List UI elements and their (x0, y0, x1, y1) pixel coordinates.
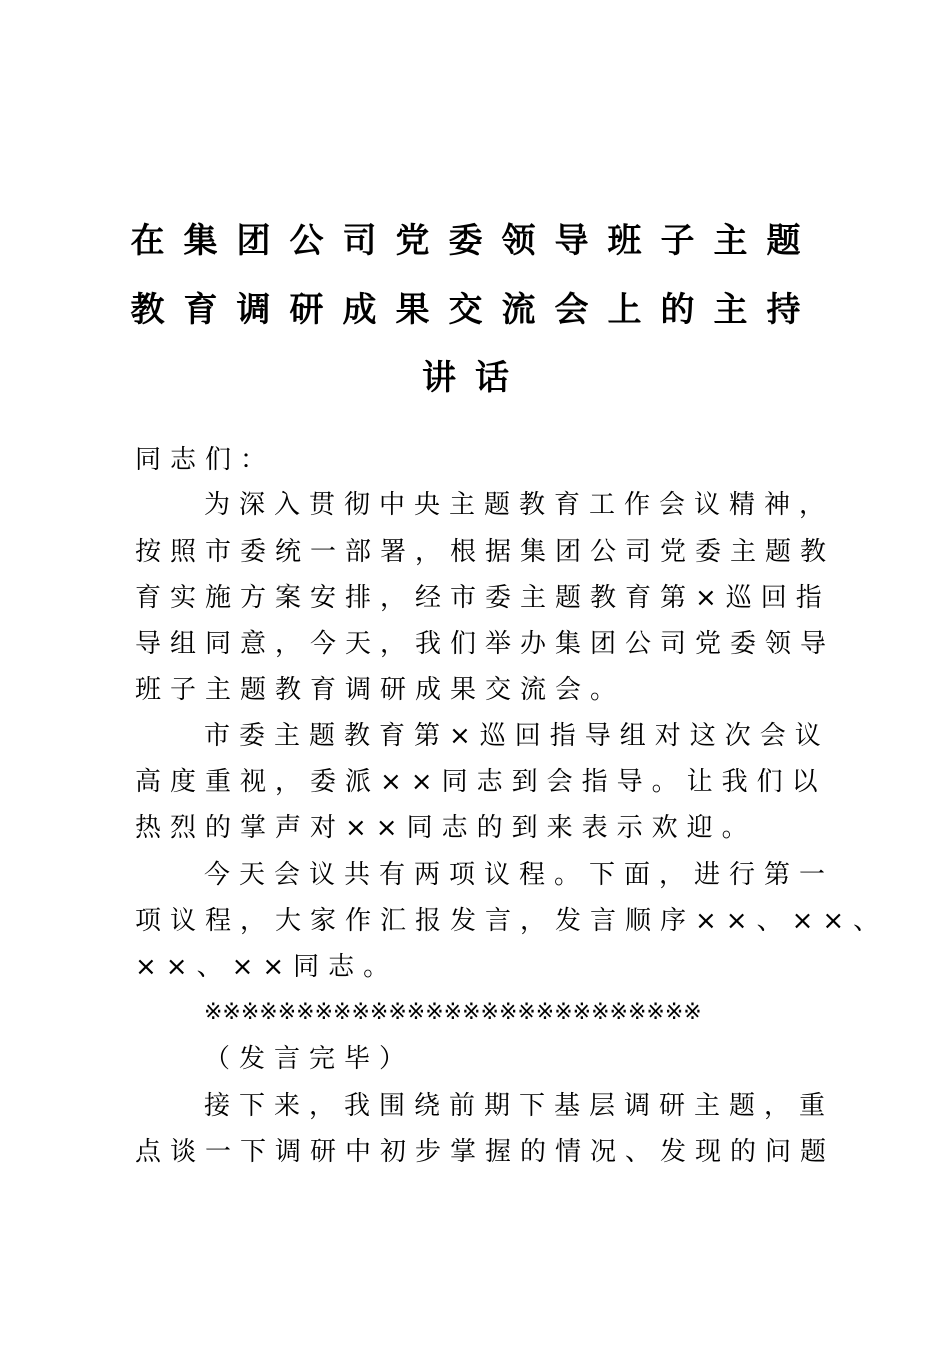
salutation: 同志们： (135, 445, 276, 475)
paragraph-1-line-1: 为深入贯彻中央主题教育工作会议精神， (204, 490, 835, 520)
paragraph-3-line-1: 今天会议共有两项议程。下面，进行第一 (204, 860, 835, 890)
paragraph-2-line-1: 市委主题教育第×巡回指导组对这次会议 (204, 721, 830, 751)
paragraph-4-line-1: 接下来，我围绕前期下基层调研主题，重 (204, 1091, 835, 1121)
document-title-line-1: 在集团公司党委领导班子主题 (130, 221, 820, 261)
paragraph-3-line-3: ××、××同志。 (135, 952, 399, 982)
speech-finished-note: （发言完毕） (204, 1044, 415, 1074)
paragraph-1-line-5: 班子主题教育调研成果交流会。 (135, 675, 626, 705)
paragraph-3-line-2: 项议程，大家作汇报发言，发言顺序××、××、 (135, 906, 889, 936)
document-title-line-2: 教育调研成果交流会上的主持 (130, 290, 820, 330)
paragraph-1-line-2: 按照市委统一部署，根据集团公司党委主题教 (135, 537, 836, 567)
section-divider: ※※※※※※※※※※※※※※※※※※※※※※※※※※※ (204, 1000, 702, 1025)
paragraph-2-line-3: 热烈的掌声对××同志的到来表示欢迎。 (135, 813, 757, 843)
paragraph-4-line-2: 点谈一下调研中初步掌握的情况、发现的问题 (135, 1137, 836, 1167)
paragraph-2-line-2: 高度重视，委派××同志到会指导。让我们以 (135, 767, 827, 797)
paragraph-1-line-4: 导组同意，今天，我们举办集团公司党委领导 (135, 629, 836, 659)
paragraph-1-line-3: 育实施方案安排，经市委主题教育第×巡回指 (135, 583, 831, 613)
document-title-line-3: 讲话 (422, 358, 528, 398)
